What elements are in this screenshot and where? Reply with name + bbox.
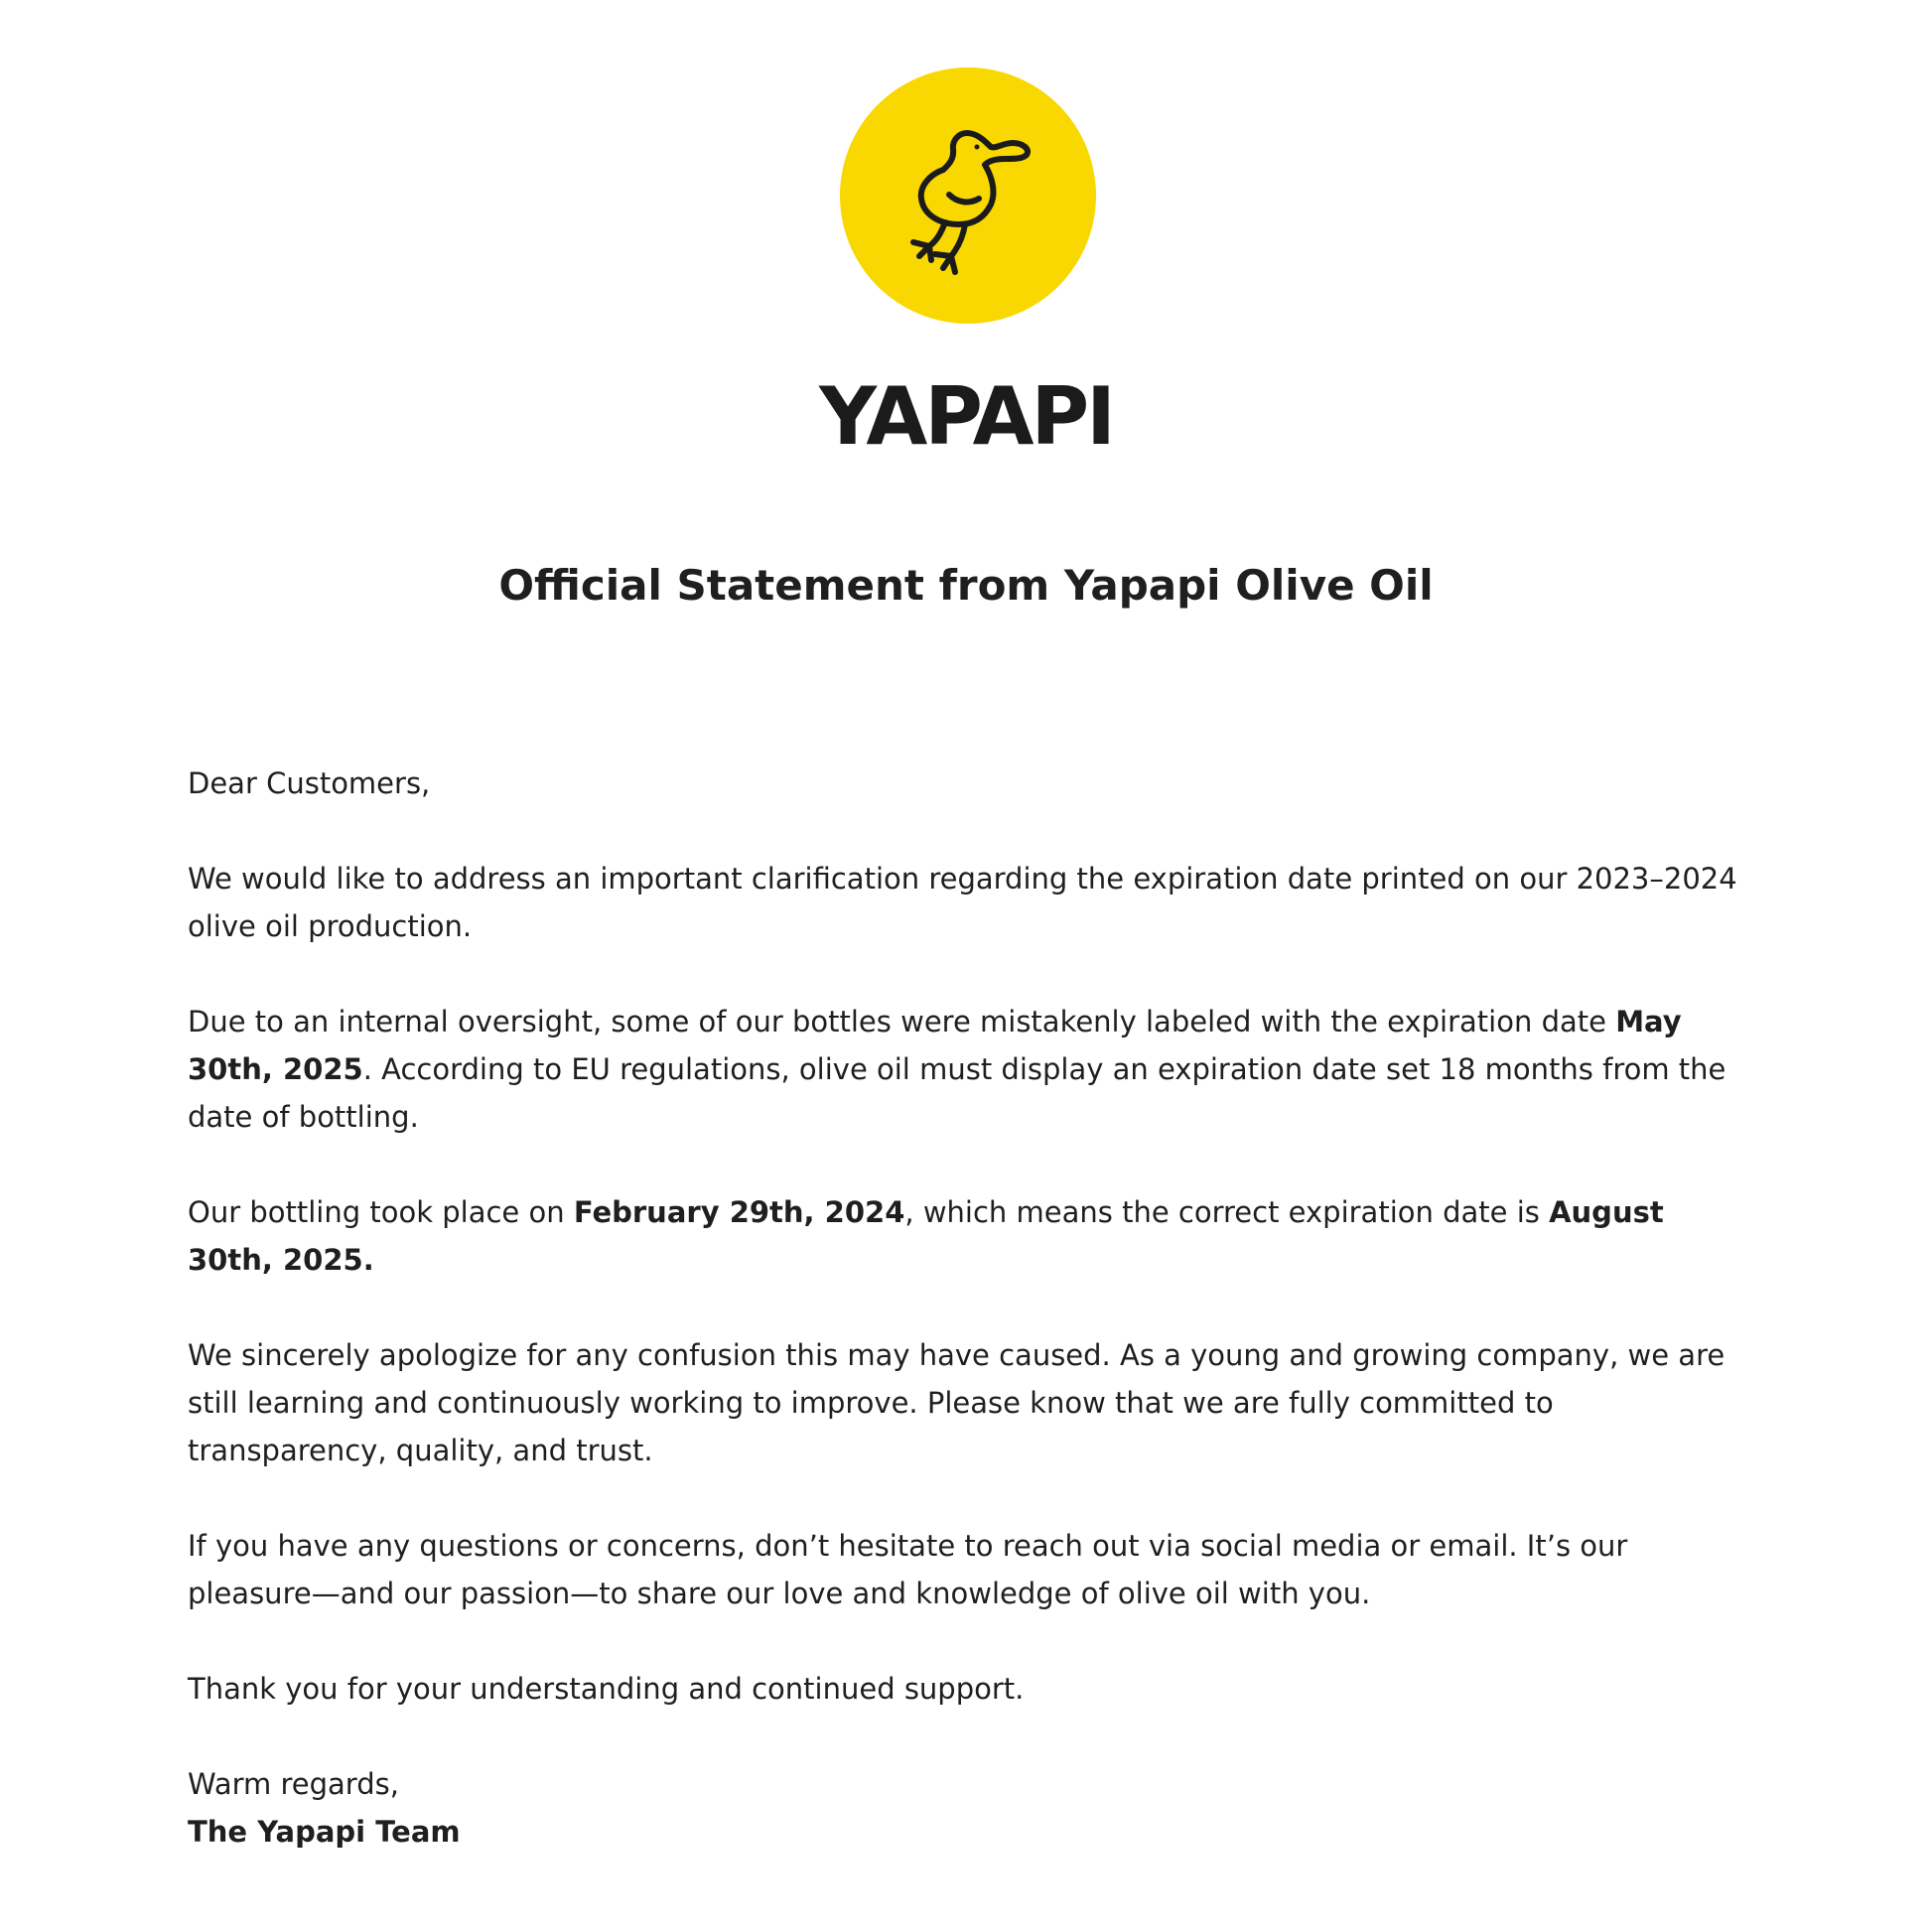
wrong-expiration-date: May 30th, 2025 — [188, 1005, 1682, 1086]
letter-closing: Warm regards, — [188, 1767, 399, 1801]
signature-text: The Yapapi Team — [188, 1815, 461, 1849]
letter-paragraph-6: Thank you for your understanding and continued support. — [188, 1672, 1025, 1706]
letter-paragraph-5: If you have any questions or concerns, don’t hesitate to reach out via social media or email. It’s our pleasure—and our passion—to share our love and knowledge of olive oil with you. — [188, 1529, 1628, 1610]
letter-paragraph-4: We sincerely apologize for any confusion this may have caused. As a young and growing company, we are still learning and continuously working to improve. Please know that we are fully committed to transparency, quality, and trust. — [188, 1338, 1725, 1467]
letter-signature — [188, 1808, 1756, 1856]
correct-expiration-date: August 30th, 2025. — [188, 1195, 1664, 1277]
brand-wordmark: YAPAPI — [819, 370, 1113, 463]
letter-paragraph-2 — [188, 998, 1756, 1141]
letter-greeting: Dear Customers, — [188, 766, 431, 800]
letter-paragraph-1: We would like to address an important clarification regarding the expiration date printed on our 2023–2024 olive oil production. — [188, 862, 1737, 943]
paragraph-3-text-start: Our bottling took place on — [188, 1195, 574, 1229]
duck-icon — [840, 68, 1096, 324]
logo-badge — [840, 68, 1096, 324]
page-title: Official Statement from Yapapi Olive Oil — [498, 561, 1434, 610]
paragraph-2-text-end: . According to EU regulations, olive oil must display an expiration date set 18 months from the date of bottling. — [188, 1052, 1726, 1134]
paragraph-2-text-start: Due to an internal oversight, some of our bottles were mistakenly labeled with the expiration date — [188, 1005, 1616, 1038]
letter-body — [188, 759, 1756, 1856]
letter-paragraph-3 — [188, 1188, 1756, 1284]
paragraph-3-text-middle: , which means the correct expiration date is — [904, 1195, 1550, 1229]
bottling-date: February 29th, 2024 — [573, 1195, 905, 1229]
